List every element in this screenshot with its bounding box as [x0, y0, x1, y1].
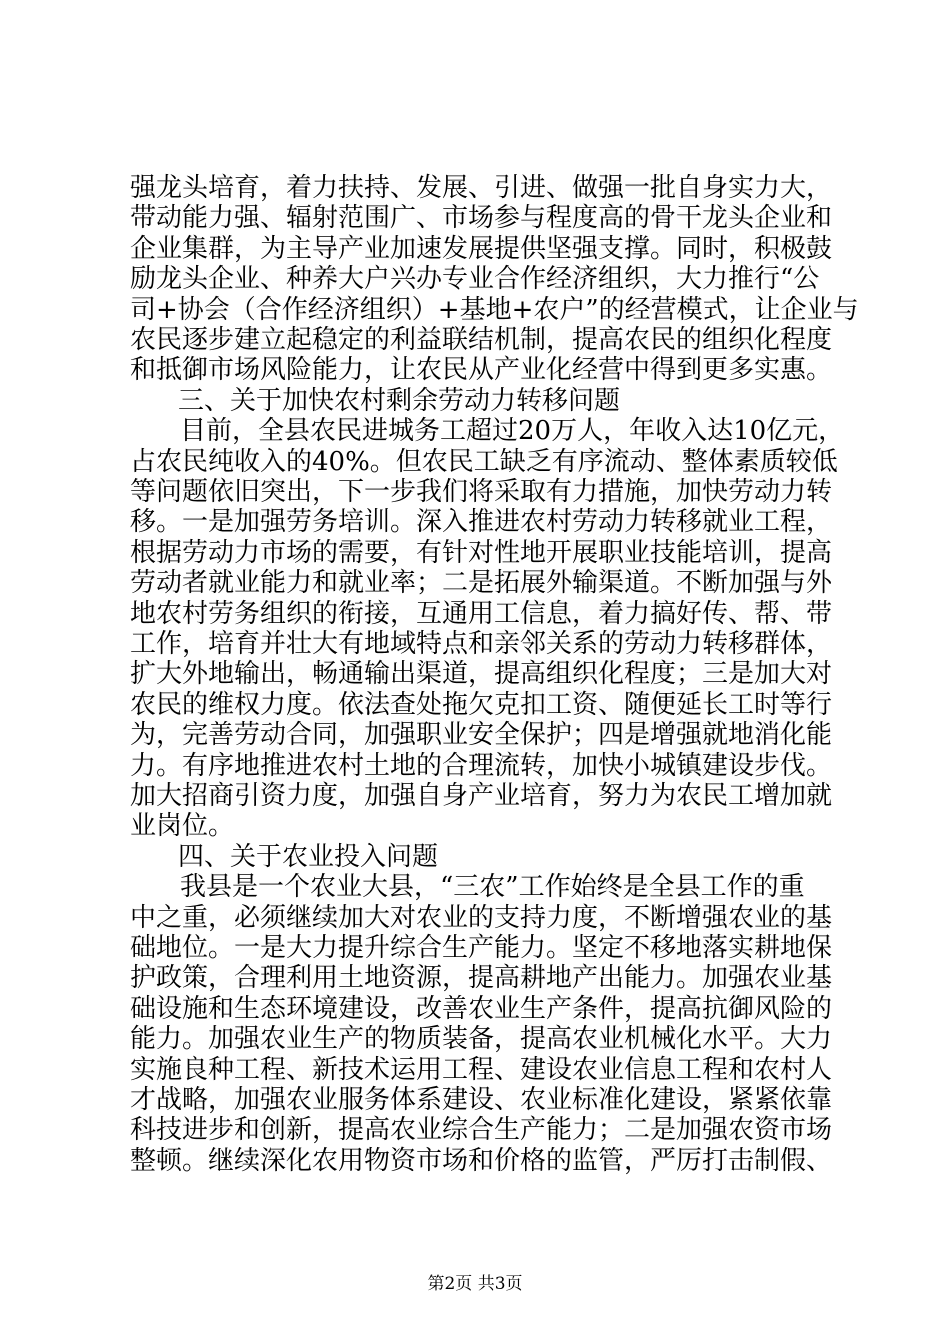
text-line: 根据劳动力市场的需要，有针对性地开展职业技能培训，提高: [130, 537, 833, 568]
text-line: 业岗位。: [130, 811, 235, 842]
text-line: 劳动者就业能力和就业率；二是拓展外输渠道。不断加强与外: [130, 568, 833, 599]
text-line: 中之重，必须继续加大对农业的支持力度，不断增强农业的基: [130, 902, 833, 933]
text-line: 为，完善劳动合同，加强职业安全保护；四是增强就地消化能: [130, 720, 833, 751]
text-line: 移。一是加强劳务培训。深入推进农村劳动力转移就业工程，: [130, 507, 833, 538]
text-line: 整顿。继续深化农用物资市场和价格的监管，严厉打击制假、: [130, 1145, 833, 1176]
text-line: 目前，全县农民进城务工超过20万人，年收入达10亿元，: [180, 416, 845, 447]
text-line: 占农民纯收入的40%。但农民工缺乏有序流动、整体素质较低: [130, 446, 838, 477]
text-line: 加大招商引资力度，加强自身产业培育，努力为农民工增加就: [130, 781, 833, 811]
text-line: 础地位。一是大力提升综合生产能力。坚定不移地落实耕地保: [130, 933, 833, 963]
text-line: 企业集群，为主导产业加速发展提供坚强支撑。同时，积极鼓: [130, 233, 833, 264]
text-line: 农民的维权力度。依法查处拖欠克扣工资、随便延长工时等行: [130, 689, 833, 720]
text-line: 扩大外地输出，畅通输出渠道，提高组织化程度；三是加大对: [130, 659, 833, 690]
text-line: 础设施和生态环境建设，改善农业生产条件，提高抗御风险的: [130, 993, 833, 1024]
text-line: 强龙头培育，着力扶持、发展、引进、做强一批自身实力大，: [130, 173, 833, 203]
page-footer: 第2页 共3页: [427, 1274, 523, 1294]
text-line: 科技进步和创新，提高农业综合生产能力；二是加强农资市场: [130, 1115, 833, 1146]
text-line: 三、关于加快农村剩余劳动力转移问题: [178, 385, 621, 416]
text-line: 等问题依旧突出，下一步我们将采取有力措施，加快劳动力转: [130, 477, 833, 507]
text-line: 四、关于农业投入问题: [178, 841, 439, 872]
text-line: 地农村劳务组织的衔接，互通用工信息，着力搞好传、帮、带: [130, 598, 833, 629]
text-line: 我县是一个农业大县，“三农”工作始终是全县工作的重: [180, 872, 805, 903]
text-line: 和抵御市场风险能力，让农民从产业化经营中得到更多实惠。: [130, 355, 833, 386]
text-line: 工作，培育并壮大有地域特点和亲邻关系的劳动力转移群体，: [130, 629, 833, 659]
text-line: 能力。加强农业生产的物质装备，提高农业机械化水平。大力: [130, 1024, 833, 1055]
text-line: 才战略，加强农业服务体系建设、农业标准化建设，紧紧依靠: [130, 1085, 833, 1115]
text-line: 力。有序地推进农村土地的合理流转，加快小城镇建设步伐。: [130, 750, 833, 781]
text-line: 实施良种工程、新技术运用工程、建设农业信息工程和农村人: [130, 1054, 833, 1085]
text-line: 励龙头企业、种养大户兴办专业合作经济组织，大力推行“公: [130, 264, 820, 295]
text-line: 带动能力强、辐射范围广、市场参与程度高的骨干龙头企业和: [130, 203, 833, 234]
text-line: 农民逐步建立起稳定的利益联结机制，提高农民的组织化程度: [130, 325, 833, 355]
text-line: 护政策，合理利用土地资源，提高耕地产出能力。加强农业基: [130, 963, 833, 994]
text-line: 司+协会（合作经济组织）+基地+农户”的经营模式，让企业与: [130, 294, 859, 325]
